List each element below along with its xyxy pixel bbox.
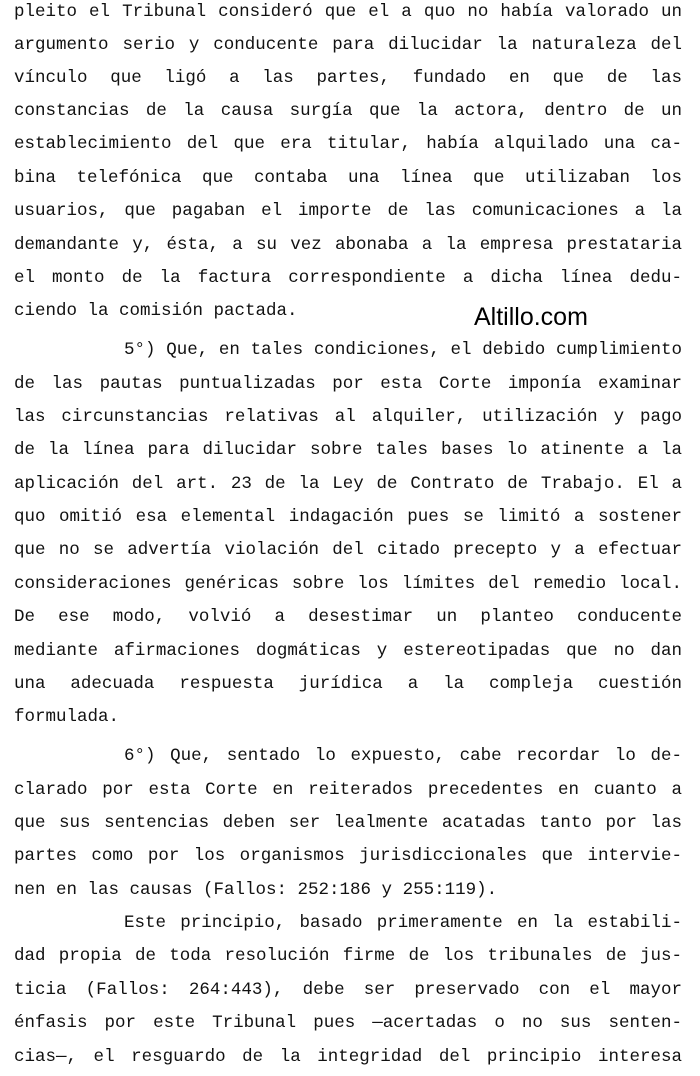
- text-line: el monto de la factura correspondiente a dicha línea dedu-: [14, 268, 682, 288]
- text-line: vínculo que ligó a las partes, fundado en que de las: [14, 68, 682, 88]
- text-line: que sus sentencias deben ser lealmente acatadas tanto por las: [14, 813, 682, 833]
- text-line: formulada.: [14, 707, 120, 727]
- text-line: pleito el Tribunal consideró que el a quo no había valorado un: [14, 2, 682, 22]
- text-line: quo omitió esa elemental indagación pues se limitó a sostener: [14, 507, 682, 527]
- text-line: establecimiento del que era titular, había alquilado una ca-: [14, 134, 682, 154]
- text-line: constancias de la causa surgía que la actora, dentro de un: [14, 101, 682, 121]
- paragraph-start-5: 5°) Que, en tales condiciones, el debido cumplimiento: [124, 340, 682, 360]
- text-line: mediante afirmaciones dogmáticas y estereotipadas que no dan: [14, 641, 682, 661]
- text-line: bina telefónica que contaba una línea que utilizaban los: [14, 168, 682, 188]
- paragraph-start-principle: Este principio, basado primeramente en la estabili-: [124, 913, 682, 933]
- text-line: que no se advertía violación del citado precepto y a efectuar: [14, 540, 682, 560]
- text-line: usuarios, que pagaban el importe de las comunicaciones a la: [14, 201, 682, 221]
- text-line: de la línea para dilucidar sobre tales bases lo atinente a la: [14, 440, 682, 460]
- text-line: ciendo la comisión pactada.: [14, 301, 298, 321]
- text-line: cias—, el resguardo de la integridad del principio interesa: [14, 1047, 682, 1067]
- text-line: partes como por los organismos jurisdiccionales que intervie-: [14, 846, 682, 866]
- text-line: clarado por esta Corte en reiterados precedentes en cuanto a: [14, 780, 682, 800]
- text-line: las circunstancias relativas al alquiler, utilización y pago: [14, 407, 682, 427]
- text-line: énfasis por este Tribunal pues —acertadas o no sus senten-: [14, 1013, 682, 1033]
- watermark-logo: Altillo.com: [474, 303, 588, 331]
- text-line: nen en las causas (Fallos: 252:186 y 255:119).: [14, 880, 498, 900]
- paragraph-start-6: 6°) Que, sentado lo expuesto, cabe recordar lo de-: [124, 746, 682, 766]
- text-line: demandante y, ésta, a su vez abonaba a la empresa prestataria: [14, 235, 682, 255]
- text-line: argumento serio y conducente para dilucidar la naturaleza del: [14, 35, 682, 55]
- text-line: ticia (Fallos: 264:443), debe ser preservado con el mayor: [14, 980, 682, 1000]
- text-line: consideraciones genéricas sobre los límites del remedio local.: [14, 574, 682, 594]
- text-line: aplicación del art. 23 de la Ley de Contrato de Trabajo. El a: [14, 474, 682, 494]
- text-line: una adecuada respuesta jurídica a la compleja cuestión: [14, 674, 682, 694]
- text-line: de las pautas puntualizadas por esta Corte imponía examinar: [14, 374, 682, 394]
- text-line: De ese modo, volvió a desestimar un planteo conducente: [14, 607, 682, 627]
- text-line: dad propia de toda resolución firme de los tribunales de jus-: [14, 946, 682, 966]
